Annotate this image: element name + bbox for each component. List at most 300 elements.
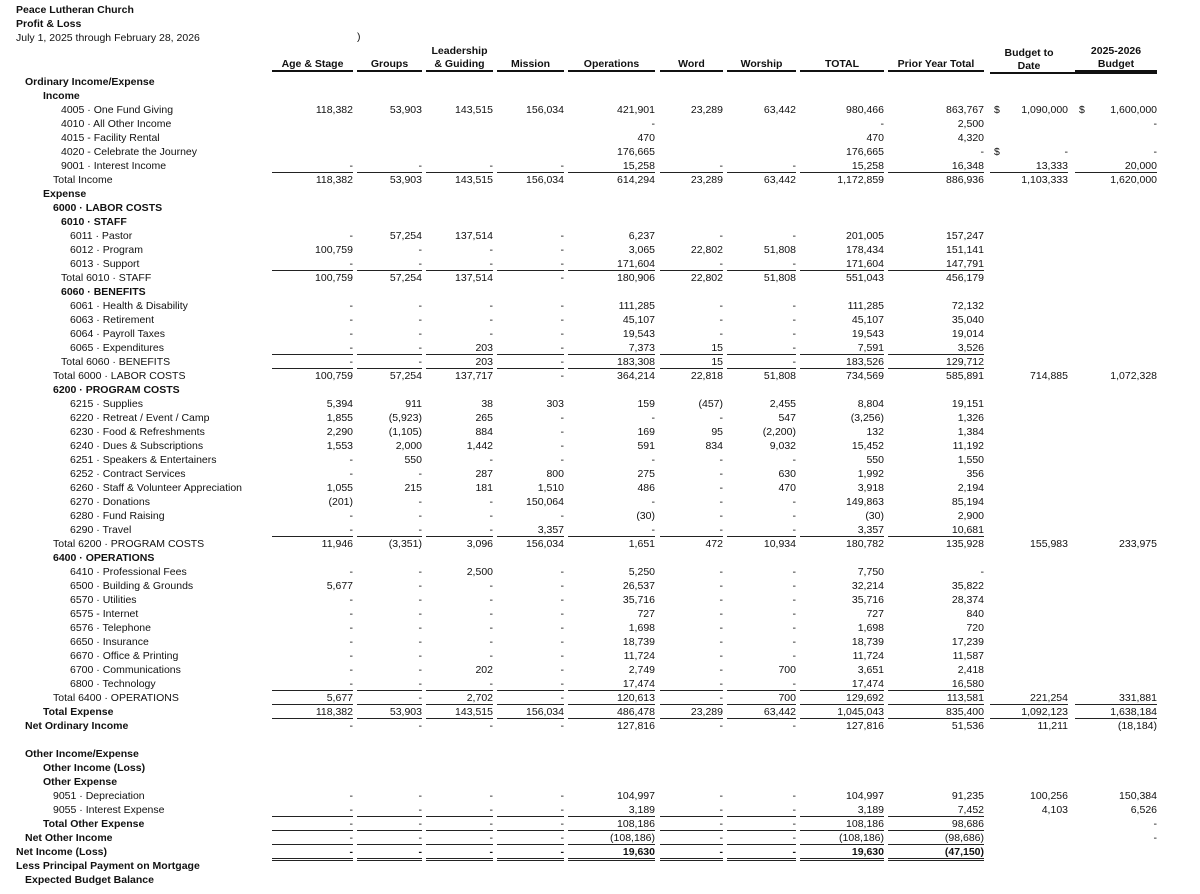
cell-value: - xyxy=(560,272,564,284)
cell-ops xyxy=(568,509,655,522)
table-row xyxy=(0,425,1200,439)
cell-value: 303 xyxy=(546,398,564,410)
cell-total xyxy=(800,719,884,732)
cell-lead xyxy=(426,691,493,705)
column-header-line: Operations xyxy=(583,57,640,70)
cell-value: 100,759 xyxy=(315,370,353,382)
row-label: Net Income (Loss) xyxy=(16,846,108,858)
cell-age xyxy=(272,355,353,369)
cell-value: - xyxy=(651,118,655,130)
cell-value: - xyxy=(792,622,796,634)
cell-value: - xyxy=(719,650,723,662)
cell-value: 2,000 xyxy=(395,440,422,452)
cell-value: - xyxy=(418,818,422,830)
cell-value: - xyxy=(489,328,493,340)
cell-groups xyxy=(357,369,422,382)
table-row xyxy=(0,453,1200,467)
cell-value: - xyxy=(560,412,564,424)
column-header-line: TOTAL xyxy=(824,57,860,70)
cell-value: 150,384 xyxy=(1119,790,1157,802)
row-label: Net Ordinary Income xyxy=(25,720,129,732)
cell-py xyxy=(888,425,984,438)
cell-value: - xyxy=(349,790,353,802)
cell-value: 3,357 xyxy=(537,524,564,536)
cell-bud xyxy=(1075,831,1157,844)
cell-value: 1,092,123 xyxy=(1021,706,1068,718)
cell-value: 150,064 xyxy=(526,496,564,508)
cell-value: 1,442 xyxy=(466,440,493,452)
cell-value: - xyxy=(560,580,564,592)
row-label: 4015 - Facility Rental xyxy=(61,132,160,144)
cell-total xyxy=(800,579,884,592)
cell-value: - xyxy=(719,818,723,830)
column-header-line: Date xyxy=(1017,59,1041,72)
cell-value: - xyxy=(560,258,564,270)
cell-groups xyxy=(357,439,422,452)
cell-groups xyxy=(357,719,422,732)
cell-value: 6,237 xyxy=(628,230,655,242)
row-label: Expected Budget Balance xyxy=(25,874,154,886)
cell-value: - xyxy=(418,524,422,536)
cell-ops xyxy=(568,691,655,705)
cell-value: - xyxy=(418,664,422,676)
cell-value: 171,604 xyxy=(846,258,884,270)
column-headers xyxy=(0,45,1200,75)
cell-age xyxy=(272,425,353,438)
table-row xyxy=(0,565,1200,579)
row-label: 6800 · Technology xyxy=(70,678,156,690)
cell-age xyxy=(272,621,353,634)
row-label: 6215 · Supplies xyxy=(70,398,143,410)
cell-lead xyxy=(426,509,493,522)
cell-age xyxy=(272,313,353,326)
cell-value: - xyxy=(719,622,723,634)
cell-lead xyxy=(426,313,493,326)
cell-worship xyxy=(727,425,796,438)
cell-value: - xyxy=(980,566,984,578)
cell-value: - xyxy=(418,832,422,844)
row-label: 6570 · Utilities xyxy=(70,594,137,606)
cell-value: 100,256 xyxy=(1030,790,1068,802)
cell-total xyxy=(800,523,884,537)
row-label: Net Other Income xyxy=(25,832,113,844)
cell-value: 364,214 xyxy=(617,370,655,382)
cell-value: 201,005 xyxy=(846,230,884,242)
cell-lead xyxy=(426,411,493,424)
cell-mission xyxy=(497,299,564,312)
cell-bud xyxy=(1075,817,1157,830)
table-row xyxy=(0,215,1200,229)
cell-word xyxy=(660,229,723,242)
cell-worship xyxy=(727,481,796,494)
cell-age xyxy=(272,327,353,340)
table-row xyxy=(0,355,1200,369)
cell-value: - xyxy=(349,300,353,312)
row-label: Total Expense xyxy=(43,706,114,718)
table-row xyxy=(0,747,1200,761)
row-label: 4010 · All Other Income xyxy=(61,118,172,130)
row-label: 4005 · One Fund Giving xyxy=(61,104,174,116)
cell-value: - xyxy=(418,846,422,858)
cell-value: 5,677 xyxy=(326,580,353,592)
cell-py xyxy=(888,607,984,620)
cell-ops xyxy=(568,145,655,158)
table-row xyxy=(0,635,1200,649)
cell-value: 180,906 xyxy=(617,272,655,284)
cell-value: 135,928 xyxy=(946,538,984,550)
cell-value: - xyxy=(418,804,422,816)
cell-mission xyxy=(497,425,564,438)
row-label: 9051 · Depreciation xyxy=(53,790,145,802)
table-row xyxy=(0,159,1200,173)
cell-mission xyxy=(497,355,564,369)
cell-lead xyxy=(426,523,493,537)
cell-value: - xyxy=(560,370,564,382)
cell-py xyxy=(888,145,984,158)
cell-value: 104,997 xyxy=(846,790,884,802)
cell-value: - xyxy=(719,510,723,522)
cell-value: 13,333 xyxy=(1035,160,1068,172)
cell-ops xyxy=(568,621,655,634)
cell-value: 1,072,328 xyxy=(1110,370,1157,382)
cell-value: - xyxy=(489,510,493,522)
row-label: 6061 · Health & Disability xyxy=(70,300,188,312)
cell-groups xyxy=(357,537,422,550)
cell-py xyxy=(888,131,984,144)
cell-value: 118,382 xyxy=(315,104,353,116)
cell-value: 11,724 xyxy=(852,650,884,662)
table-row xyxy=(0,593,1200,607)
table-row xyxy=(0,229,1200,243)
cell-ops xyxy=(568,593,655,606)
cell-value: 1,510 xyxy=(537,482,564,494)
cell-mission xyxy=(497,439,564,452)
cell-age xyxy=(272,635,353,648)
cell-value: - xyxy=(719,678,723,690)
cell-age xyxy=(272,159,353,173)
cell-value: - xyxy=(489,622,493,634)
row-label: Total 6010 · STAFF xyxy=(61,272,152,284)
cell-value: 727 xyxy=(637,608,655,620)
cell-value: 98,686 xyxy=(951,818,984,830)
row-label: 6270 · Donations xyxy=(70,496,150,508)
row-label: 6410 · Professional Fees xyxy=(70,566,187,578)
cell-value: - xyxy=(792,258,796,270)
table-row xyxy=(0,173,1200,187)
cell-value: 137,717 xyxy=(455,370,493,382)
cell-mission xyxy=(497,635,564,648)
cell-value: 2,290 xyxy=(326,426,353,438)
cell-value: 1,090,000 xyxy=(1021,104,1068,116)
cell-total xyxy=(800,145,884,158)
table-row xyxy=(0,495,1200,509)
cell-value: - xyxy=(418,650,422,662)
cell-lead xyxy=(426,439,493,452)
cell-worship xyxy=(727,579,796,592)
row-label: 6065 · Expenditures xyxy=(70,342,164,354)
cell-value: 5,394 xyxy=(326,398,353,410)
row-label: 6063 · Retirement xyxy=(70,314,155,326)
table-row xyxy=(0,607,1200,621)
cell-value: 470 xyxy=(866,132,884,144)
cell-btd xyxy=(990,537,1068,550)
cell-worship xyxy=(727,257,796,271)
cell-value: - xyxy=(418,608,422,620)
cell-lead xyxy=(426,467,493,480)
cell-value: 2,500 xyxy=(957,118,984,130)
cell-value: - xyxy=(719,692,723,704)
cell-ops xyxy=(568,173,655,186)
cell-py xyxy=(888,453,984,466)
cell-value: - xyxy=(489,258,493,270)
cell-value: 156,034 xyxy=(526,174,564,186)
cell-value: 53,903 xyxy=(389,104,422,116)
cell-total xyxy=(800,369,884,382)
row-label: 6240 · Dues & Subscriptions xyxy=(70,440,204,452)
column-header-line: 2025-2026 xyxy=(1090,45,1142,57)
cell-value: 15,258 xyxy=(851,160,884,172)
cell-value: 980,466 xyxy=(846,104,884,116)
cell-value: (30) xyxy=(865,510,884,522)
cell-age xyxy=(272,397,353,410)
cell-mission xyxy=(497,803,564,817)
cell-py xyxy=(888,355,984,369)
cell-lead xyxy=(426,803,493,817)
cell-ops xyxy=(568,803,655,817)
cell-value: 45,107 xyxy=(622,314,655,326)
cell-value: - xyxy=(792,832,796,844)
cell-value: 157,247 xyxy=(946,230,984,242)
cell-value: - xyxy=(792,454,796,466)
cell-value: 183,308 xyxy=(617,356,655,368)
cell-value: - xyxy=(560,594,564,606)
cell-value: 1,651 xyxy=(628,538,655,550)
cell-value: 23,289 xyxy=(690,174,723,186)
cell-value: 57,254 xyxy=(389,370,422,382)
cell-lead xyxy=(426,537,493,550)
row-label: Other Income (Loss) xyxy=(43,762,146,774)
cell-value: 19,543 xyxy=(851,328,884,340)
cell-groups xyxy=(357,299,422,312)
cell-ops xyxy=(568,159,655,173)
cell-worship xyxy=(727,411,796,424)
row-label: 6060 · BENEFITS xyxy=(61,286,146,298)
cell-value: - xyxy=(489,454,493,466)
cell-value: 19,543 xyxy=(622,328,655,340)
cell-lead xyxy=(426,271,493,284)
cell-value: 178,434 xyxy=(846,244,884,256)
cell-value: 129,692 xyxy=(846,692,884,704)
cell-py xyxy=(888,817,984,831)
cell-value: - xyxy=(792,608,796,620)
cell-groups xyxy=(357,705,422,719)
cell-groups xyxy=(357,523,422,537)
cell-value: 10,934 xyxy=(763,538,796,550)
cell-mission xyxy=(497,565,564,578)
row-label: Expense xyxy=(43,188,87,200)
cell-value: 547 xyxy=(778,412,796,424)
cell-groups xyxy=(357,257,422,271)
row-label: 6400 · OPERATIONS xyxy=(53,552,155,564)
cell-value: - xyxy=(418,328,422,340)
cell-lead xyxy=(426,425,493,438)
cell-worship xyxy=(727,607,796,620)
cell-py xyxy=(888,579,984,592)
table-row xyxy=(0,201,1200,215)
cell-value: 35,716 xyxy=(622,594,655,606)
cell-ops xyxy=(568,719,655,732)
cell-value: 63,442 xyxy=(763,104,796,116)
cell-value: - xyxy=(719,594,723,606)
cell-age xyxy=(272,411,353,424)
cell-value: 834 xyxy=(705,440,723,452)
cell-value: 1,045,043 xyxy=(837,706,884,718)
cell-value: 3,526 xyxy=(957,342,984,354)
cell-value: - xyxy=(489,608,493,620)
cell-bud xyxy=(1075,369,1157,382)
cell-value: - xyxy=(560,356,564,368)
cell-worship xyxy=(727,397,796,410)
cell-mission xyxy=(497,257,564,271)
cell-value: 51,808 xyxy=(763,272,796,284)
cell-total xyxy=(800,495,884,508)
cell-worship xyxy=(727,537,796,550)
cell-total xyxy=(800,229,884,242)
cell-value: - xyxy=(792,160,796,172)
table-row xyxy=(0,873,1200,887)
cell-value: - xyxy=(651,496,655,508)
cell-word xyxy=(660,817,723,831)
cell-word xyxy=(660,537,723,550)
cell-bud xyxy=(1075,537,1157,550)
cell-value: 132 xyxy=(866,426,884,438)
cell-word xyxy=(660,481,723,494)
cell-worship xyxy=(727,495,796,508)
cell-value: - xyxy=(792,580,796,592)
cell-groups xyxy=(357,271,422,284)
cell-value: 884 xyxy=(475,426,493,438)
cell-total xyxy=(800,355,884,369)
cell-worship xyxy=(727,341,796,355)
cell-value: 104,997 xyxy=(617,790,655,802)
cell-word xyxy=(660,719,723,732)
column-header-age xyxy=(272,58,353,73)
row-label: 6012 · Program xyxy=(70,244,143,256)
cell-value: 111,285 xyxy=(618,300,655,312)
cell-py xyxy=(888,159,984,173)
cell-age xyxy=(272,649,353,662)
budget-header-underline xyxy=(990,72,1157,74)
cell-worship xyxy=(727,831,796,845)
cell-value: 727 xyxy=(866,608,884,620)
cell-age xyxy=(272,481,353,494)
cell-groups xyxy=(357,831,422,845)
cell-groups xyxy=(357,173,422,186)
cell-bud xyxy=(1075,691,1157,705)
cell-value: - xyxy=(560,230,564,242)
cell-word xyxy=(660,411,723,424)
cell-value: 585,891 xyxy=(946,370,984,382)
cell-value: 470 xyxy=(637,132,655,144)
row-label: Total Income xyxy=(53,174,113,186)
column-header-bud xyxy=(1075,45,1157,72)
cell-mission xyxy=(497,341,564,355)
cell-value: - xyxy=(418,510,422,522)
cell-value: - xyxy=(792,342,796,354)
cell-age xyxy=(272,341,353,355)
cell-lead xyxy=(426,369,493,382)
cell-value: (108,186) xyxy=(610,832,655,844)
cell-value: 181 xyxy=(475,482,493,494)
cell-worship xyxy=(727,355,796,369)
cell-value: - xyxy=(719,524,723,536)
cell-value: 3,651 xyxy=(857,664,884,676)
cell-total xyxy=(800,677,884,691)
cell-word xyxy=(660,173,723,186)
cell-groups xyxy=(357,313,422,326)
cell-py xyxy=(888,313,984,326)
cell-value: - xyxy=(418,342,422,354)
cell-value: 63,442 xyxy=(763,174,796,186)
cell-value: 1,638,184 xyxy=(1110,706,1157,718)
cell-value: 176,665 xyxy=(846,146,884,158)
cell-value: - xyxy=(349,846,353,858)
cell-total xyxy=(800,467,884,480)
cell-value: 11,587 xyxy=(952,650,984,662)
cell-total xyxy=(800,299,884,312)
cell-value: 7,750 xyxy=(857,566,884,578)
cell-lead xyxy=(426,705,493,719)
cell-bud xyxy=(1075,145,1157,158)
cell-value: 591 xyxy=(637,440,655,452)
cell-total xyxy=(800,453,884,466)
cell-value: - xyxy=(349,664,353,676)
cell-total xyxy=(800,789,884,802)
cell-value: - xyxy=(489,300,493,312)
cell-value: - xyxy=(560,720,564,732)
cell-value: 19,151 xyxy=(951,398,984,410)
cell-value: 11,724 xyxy=(623,650,655,662)
cell-py xyxy=(888,229,984,242)
column-header-line: Budget to xyxy=(1004,47,1054,59)
cell-age xyxy=(272,663,353,676)
cell-value: - xyxy=(719,482,723,494)
cell-value: 1,855 xyxy=(326,412,353,424)
cell-worship xyxy=(727,691,796,705)
cell-value: 7,452 xyxy=(957,804,984,816)
cell-value: - xyxy=(418,258,422,270)
cell-value: 180,782 xyxy=(846,538,884,550)
cell-py xyxy=(888,299,984,312)
cell-py xyxy=(888,537,984,550)
cell-worship xyxy=(727,705,796,719)
cell-value: - xyxy=(560,650,564,662)
row-label: Total Other Expense xyxy=(43,818,145,830)
cell-value: 734,569 xyxy=(846,370,884,382)
cell-value: - xyxy=(792,300,796,312)
cell-value: 1,384 xyxy=(957,426,984,438)
report-header xyxy=(16,3,200,45)
cell-worship xyxy=(727,173,796,186)
cell-value: - xyxy=(719,636,723,648)
cell-ops xyxy=(568,369,655,382)
cell-value: 183,526 xyxy=(846,356,884,368)
cell-value: 421,901 xyxy=(617,104,655,116)
cell-value: 16,348 xyxy=(951,160,984,172)
cell-value: - xyxy=(489,636,493,648)
cell-total xyxy=(800,243,884,256)
cell-value: 19,630 xyxy=(851,846,884,858)
